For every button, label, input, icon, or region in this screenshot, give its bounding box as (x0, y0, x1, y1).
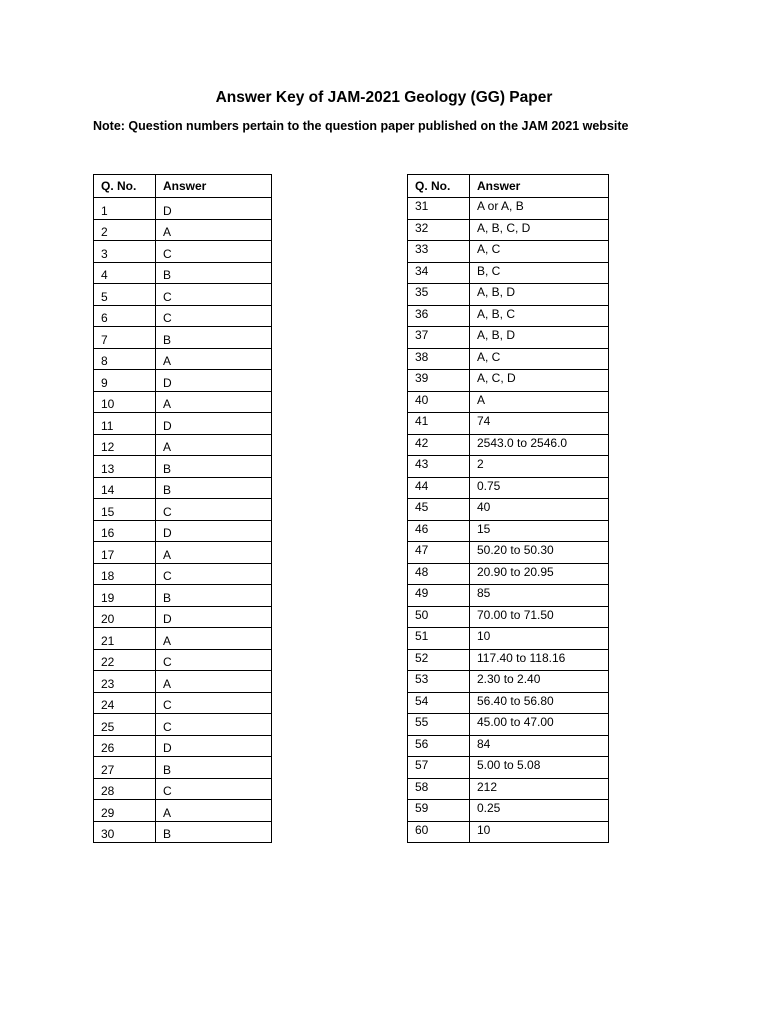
question-number-cell: 15 (94, 499, 156, 521)
table-row (94, 735, 272, 757)
answer-cell: D (156, 198, 272, 220)
table-row (408, 262, 609, 284)
question-number-cell: 34 (408, 262, 470, 284)
question-number-cell: 23 (94, 671, 156, 693)
answer-cell: 56.40 to 56.80 (470, 692, 609, 714)
answer-cell: B, C (470, 262, 609, 284)
answer-cell: 10 (470, 821, 609, 843)
table-row (408, 499, 609, 521)
table-row (94, 499, 272, 521)
answer-cell: A, C, D (470, 370, 609, 392)
table-row (94, 649, 272, 671)
table-row (94, 563, 272, 585)
answer-cell: D (156, 735, 272, 757)
table-row (94, 391, 272, 413)
answer-cell: 10 (470, 628, 609, 650)
table-row (94, 327, 272, 349)
table-row (408, 671, 609, 693)
answer-cell: 117.40 to 118.16 (470, 649, 609, 671)
table-row (94, 456, 272, 478)
table-row (94, 305, 272, 327)
question-number-cell: 45 (408, 499, 470, 521)
table-row (408, 391, 609, 413)
question-number-cell: 39 (408, 370, 470, 392)
answer-cell: A, B, C, D (470, 219, 609, 241)
answer-cell: A, B, D (470, 284, 609, 306)
question-number-cell: 28 (94, 778, 156, 800)
table-row (94, 477, 272, 499)
answer-cell: A (156, 391, 272, 413)
table-row (94, 284, 272, 306)
table-row (408, 821, 609, 843)
table-header-row (94, 175, 272, 198)
answer-cell: A (470, 391, 609, 413)
answer-cell: C (156, 714, 272, 736)
table-row (94, 542, 272, 564)
question-number-cell: 41 (408, 413, 470, 435)
table-row (408, 757, 609, 779)
table-row (408, 198, 609, 220)
table-row (94, 198, 272, 220)
table-row (94, 606, 272, 628)
table-row (408, 305, 609, 327)
answer-cell: D (156, 370, 272, 392)
question-number-cell: 17 (94, 542, 156, 564)
answer-cell: 5.00 to 5.08 (470, 757, 609, 779)
question-number-cell: 36 (408, 305, 470, 327)
answer-table-left (93, 174, 272, 843)
question-number-cell: 53 (408, 671, 470, 693)
answer-cell: B (156, 757, 272, 779)
page-title: Answer Key of JAM-2021 Geology (GG) Paper (215, 89, 553, 106)
question-number-cell: 38 (408, 348, 470, 370)
table-row (94, 434, 272, 456)
question-number-cell: 57 (408, 757, 470, 779)
table-row (94, 370, 272, 392)
answer-cell: A (156, 800, 272, 822)
header-qno: Q. No. (408, 175, 470, 198)
answer-cell: 0.25 (470, 800, 609, 822)
table-row (408, 735, 609, 757)
question-number-cell: 59 (408, 800, 470, 822)
table-row (94, 585, 272, 607)
answer-cell: C (156, 692, 272, 714)
answer-cell: A or A, B (470, 198, 609, 220)
answer-cell: D (156, 520, 272, 542)
question-number-cell: 20 (94, 606, 156, 628)
table-header-row (408, 175, 609, 198)
table-row (94, 348, 272, 370)
question-number-cell: 14 (94, 477, 156, 499)
table-row (408, 628, 609, 650)
table-row (94, 219, 272, 241)
header-qno: Q. No. (94, 175, 156, 198)
answer-cell: B (156, 262, 272, 284)
question-number-cell: 10 (94, 391, 156, 413)
answer-cell: B (156, 585, 272, 607)
answer-cell: A, B, C (470, 305, 609, 327)
answer-cell: A (156, 671, 272, 693)
question-number-cell: 56 (408, 735, 470, 757)
answer-cell: C (156, 778, 272, 800)
table-row (408, 284, 609, 306)
question-number-cell: 7 (94, 327, 156, 349)
answer-cell: A (156, 628, 272, 650)
table-row (408, 370, 609, 392)
question-number-cell: 47 (408, 542, 470, 564)
question-number-cell: 50 (408, 606, 470, 628)
answer-cell: 74 (470, 413, 609, 435)
table-row (94, 778, 272, 800)
table-row (408, 800, 609, 822)
table-row (94, 821, 272, 843)
question-number-cell: 27 (94, 757, 156, 779)
note-text: Note: Question numbers pertain to the question paper published on the JAM 2021 website (93, 119, 629, 133)
table-row (94, 241, 272, 263)
question-number-cell: 60 (408, 821, 470, 843)
question-number-cell: 58 (408, 778, 470, 800)
table-row (94, 800, 272, 822)
answer-cell: A (156, 348, 272, 370)
answer-cell: B (156, 477, 272, 499)
table-row (408, 219, 609, 241)
question-number-cell: 2 (94, 219, 156, 241)
answer-cell: 212 (470, 778, 609, 800)
question-number-cell: 25 (94, 714, 156, 736)
question-number-cell: 29 (94, 800, 156, 822)
table-row (94, 714, 272, 736)
table-row (94, 520, 272, 542)
answer-cell: 70.00 to 71.50 (470, 606, 609, 628)
table-row (408, 649, 609, 671)
question-number-cell: 48 (408, 563, 470, 585)
table-row (408, 456, 609, 478)
question-number-cell: 12 (94, 434, 156, 456)
question-number-cell: 22 (94, 649, 156, 671)
answer-cell: 2543.0 to 2546.0 (470, 434, 609, 456)
header-answer: Answer (156, 175, 272, 198)
question-number-cell: 8 (94, 348, 156, 370)
table-row (94, 671, 272, 693)
question-number-cell: 49 (408, 585, 470, 607)
table-row (408, 348, 609, 370)
answer-cell: 15 (470, 520, 609, 542)
answer-cell: 50.20 to 50.30 (470, 542, 609, 564)
question-number-cell: 26 (94, 735, 156, 757)
table-row (408, 477, 609, 499)
question-number-cell: 1 (94, 198, 156, 220)
question-number-cell: 55 (408, 714, 470, 736)
answer-cell: 40 (470, 499, 609, 521)
answer-cell: A, C (470, 348, 609, 370)
question-number-cell: 4 (94, 262, 156, 284)
question-number-cell: 18 (94, 563, 156, 585)
answer-cell: 85 (470, 585, 609, 607)
question-number-cell: 16 (94, 520, 156, 542)
table-row (94, 262, 272, 284)
question-number-cell: 30 (94, 821, 156, 843)
answer-cell: A (156, 542, 272, 564)
question-number-cell: 42 (408, 434, 470, 456)
table-row (94, 757, 272, 779)
table-row (408, 585, 609, 607)
question-number-cell: 6 (94, 305, 156, 327)
table-row (94, 692, 272, 714)
answer-cell: 20.90 to 20.95 (470, 563, 609, 585)
answer-cell: 84 (470, 735, 609, 757)
question-number-cell: 54 (408, 692, 470, 714)
table-row (408, 241, 609, 263)
answer-cell: C (156, 499, 272, 521)
table-row (408, 778, 609, 800)
table-row (408, 606, 609, 628)
question-number-cell: 32 (408, 219, 470, 241)
question-number-cell: 51 (408, 628, 470, 650)
question-number-cell: 46 (408, 520, 470, 542)
question-number-cell: 19 (94, 585, 156, 607)
question-number-cell: 52 (408, 649, 470, 671)
question-number-cell: 5 (94, 284, 156, 306)
answer-cell: 2 (470, 456, 609, 478)
question-number-cell: 13 (94, 456, 156, 478)
table-row (94, 628, 272, 650)
question-number-cell: 40 (408, 391, 470, 413)
answer-cell: A, B, D (470, 327, 609, 349)
answer-cell: C (156, 305, 272, 327)
table-row (408, 434, 609, 456)
table-row (408, 520, 609, 542)
question-number-cell: 24 (94, 692, 156, 714)
answer-cell: B (156, 821, 272, 843)
table-row (408, 327, 609, 349)
answer-cell: 45.00 to 47.00 (470, 714, 609, 736)
answer-cell: C (156, 649, 272, 671)
question-number-cell: 33 (408, 241, 470, 263)
question-number-cell: 11 (94, 413, 156, 435)
question-number-cell: 35 (408, 284, 470, 306)
question-number-cell: 31 (408, 198, 470, 220)
answer-cell: A (156, 219, 272, 241)
header-answer: Answer (470, 175, 609, 198)
answer-cell: 0.75 (470, 477, 609, 499)
answer-cell: B (156, 456, 272, 478)
answer-cell: 2.30 to 2.40 (470, 671, 609, 693)
table-row (408, 542, 609, 564)
table-row (408, 692, 609, 714)
answer-cell: C (156, 241, 272, 263)
answer-cell: B (156, 327, 272, 349)
question-number-cell: 43 (408, 456, 470, 478)
table-row (408, 413, 609, 435)
question-number-cell: 9 (94, 370, 156, 392)
answer-cell: C (156, 284, 272, 306)
table-row (94, 413, 272, 435)
answer-cell: C (156, 563, 272, 585)
question-number-cell: 37 (408, 327, 470, 349)
answer-cell: D (156, 606, 272, 628)
answer-cell: D (156, 413, 272, 435)
question-number-cell: 3 (94, 241, 156, 263)
table-row (408, 714, 609, 736)
answer-table-right (407, 174, 609, 843)
table-row (408, 563, 609, 585)
question-number-cell: 21 (94, 628, 156, 650)
answer-cell: A (156, 434, 272, 456)
answer-cell: A, C (470, 241, 609, 263)
question-number-cell: 44 (408, 477, 470, 499)
